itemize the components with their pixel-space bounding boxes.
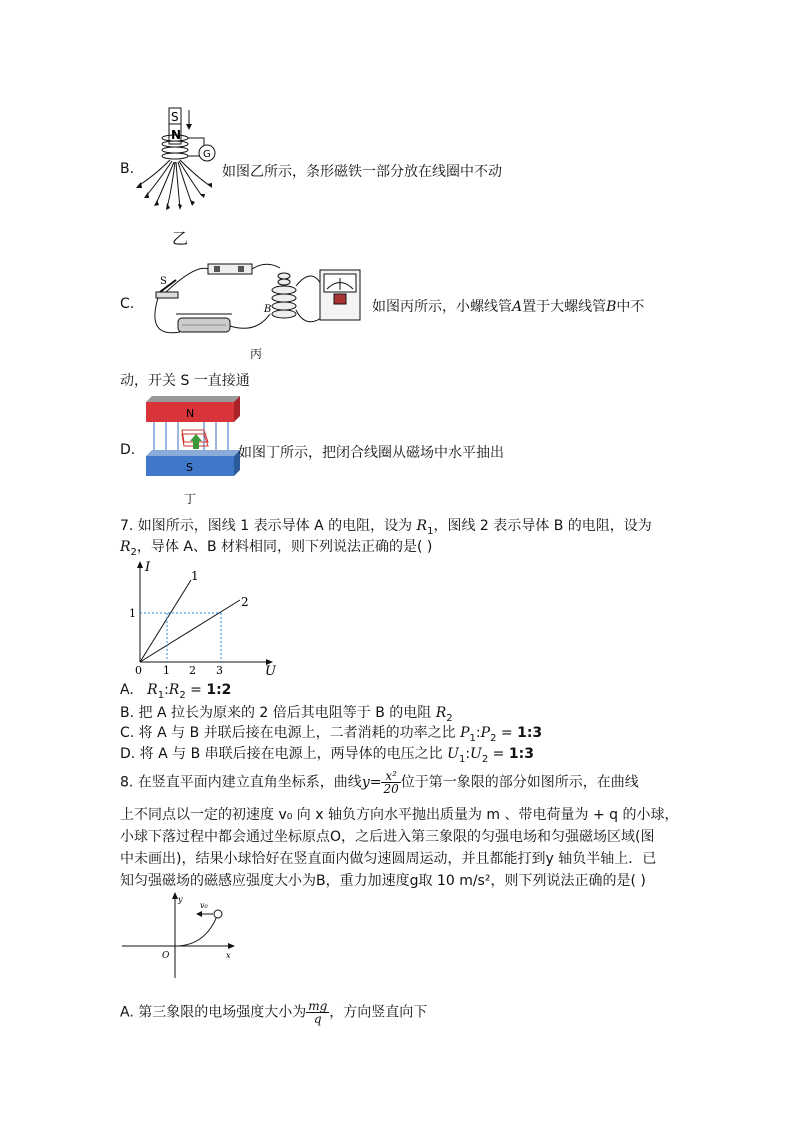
parabola-curve <box>175 916 217 946</box>
q7-iu-graph <box>125 558 285 678</box>
option-b-text: 如图乙所示，条形磁铁一部分放在线圈中不动 <box>222 164 502 180</box>
figure-bing-label: 丙 <box>250 347 263 361</box>
option-c-text: 如图丙所示，小螺线管A置于大螺线管B中不 <box>372 299 645 315</box>
line-1 <box>140 580 191 662</box>
option-b-letter: B. <box>120 161 135 177</box>
q8-option-a: A. 第三象限的电场强度大小为 $\frac{mg}{q}$ ，方向竖直向下 <box>120 999 428 1026</box>
q7-option-a: A. $R_1:R_2$ = 1:2 <box>120 682 232 701</box>
switch <box>156 292 178 298</box>
y-axis-label: y <box>178 895 183 904</box>
figure-bing-solenoid-circuit <box>146 256 366 348</box>
figure-yi-label: 乙 <box>172 229 189 248</box>
line-2-label: 2 <box>241 595 249 609</box>
y-tick-1: 1 <box>129 607 136 620</box>
q8-stem-line2: 上不同点以一定的初速度 v₀ 向 x 轴负方向水平抛出质量为 m 、带电荷量为 + q 的小球， <box>120 807 679 823</box>
q8-stem-line3: 小球下落过程中都会通过坐标原点O，之后进入第三象限的匀强电场和匀强磁场区域(图 <box>120 829 655 845</box>
option-c-text-continued: 动，开关 S 一直接通 <box>120 373 250 389</box>
x-axis-label: x <box>226 951 231 960</box>
q7-stem-line2: $R_2$，导体 A、B 材料相同，则下列说法正确的是( ) <box>120 539 433 558</box>
x-tick-2: 2 <box>189 664 196 677</box>
q8-stem-line5: 知匀强磁场的磁感应强度大小为B，重力加速度g取 10 m/s²，则下列说法正确的是( ) <box>120 873 646 889</box>
x-tick-3: 3 <box>216 664 223 677</box>
line-2 <box>140 600 240 662</box>
figure-ding-label: 丁 <box>184 492 197 506</box>
galvanometer-label: G <box>203 149 211 160</box>
q7-option-b: B. 把 A 拉长为原来的 2 倍后其电阻等于 B 的电阻 $R_2$ <box>120 705 453 724</box>
origin-label: 0 <box>135 664 142 677</box>
field-lines <box>138 160 210 208</box>
option-c-letter: C. <box>120 296 135 312</box>
magnet-n-label: N <box>171 128 182 142</box>
option-d-text: 如图丁所示，把闭合线圈从磁场中水平抽出 <box>238 445 504 461</box>
figure-ding-field <box>142 394 242 498</box>
field-lines <box>154 422 228 452</box>
switch-label: S <box>160 276 167 287</box>
magnet-s-label: S <box>171 110 179 124</box>
magnet-s-label: S <box>186 461 193 474</box>
q8-curve-graph <box>120 890 250 982</box>
pull-arrow <box>190 434 202 441</box>
origin-label: O <box>162 951 170 961</box>
q7-option-d: D. 将 A 与 B 串联后接在电源上，两导体的电压之比 $U_1:U_2$ = 1:3 <box>120 746 534 765</box>
x-axis-label: U <box>265 664 276 678</box>
x-tick-1: 1 <box>163 664 170 677</box>
q8-stem-line1: 8. 在竖直平面内建立直角坐标系，曲线y= $\frac{\text{x²}}{20}$ 位于第一象限的部分如图所示，在曲线 <box>120 769 639 796</box>
q8-option-a-fraction: $\frac{mg}{q}$ <box>308 999 328 1026</box>
solenoid-b-label: B <box>264 304 272 315</box>
figure-yi-magnet-coil <box>134 104 224 242</box>
line-1-label: 1 <box>191 569 199 583</box>
q7-option-c: C. 将 A 与 B 并联后接在电源上，二者消耗的功率之比 $P_1:P_2$ = 1:3 <box>120 725 543 744</box>
q8-fraction: $\frac{\text{x²}}{20}$ <box>383 769 399 796</box>
y-axis-label: I <box>145 560 151 575</box>
q7-stem-line1: 7. 如图所示，图线 1 表示导体 A 的电阻，设为 $R_1$，图线 2 表示导体 B 的电阻，设为 <box>120 518 652 537</box>
magnet-n-label: N <box>186 407 195 420</box>
ball <box>214 910 222 918</box>
velocity-label: v₀ <box>200 901 208 910</box>
q8-stem-line4: 中未画出)，结果小球恰好在竖直面内做匀速圆周运动，并且都能打到y 轴负半轴上．已 <box>120 851 657 867</box>
option-d-letter: D. <box>120 442 136 458</box>
large-solenoid <box>272 273 296 318</box>
